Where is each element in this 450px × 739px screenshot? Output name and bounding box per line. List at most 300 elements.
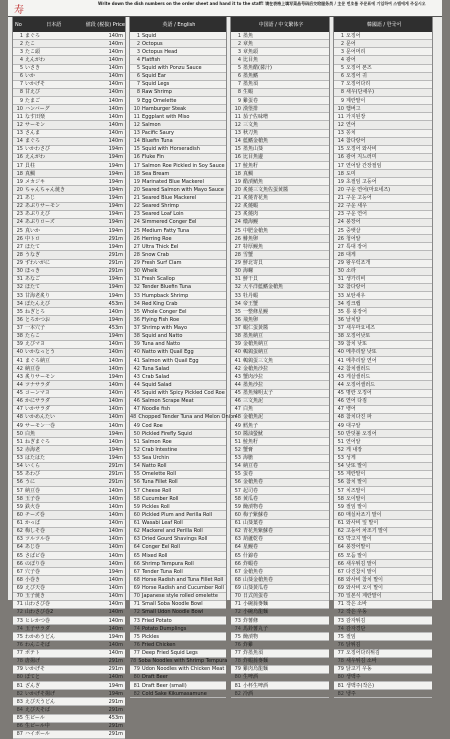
menu-row — [334, 138, 432, 146]
item-number: 34 — [16, 300, 23, 307]
item-number: 41 — [337, 357, 344, 364]
menu-row — [13, 349, 125, 357]
menu-row — [13, 414, 125, 422]
item-number: 1 — [237, 32, 241, 39]
item-name-en: Mackerel and Perilla Roll — [142, 528, 203, 535]
item-name-en: Salmon Roe — [142, 438, 172, 445]
item-name-ko: 뱅어 — [346, 406, 356, 413]
item-number: 67 — [337, 568, 344, 575]
item-number: 75 — [133, 633, 140, 640]
item-name-zh: 雞蛋卷 — [243, 97, 259, 104]
menu-row — [130, 81, 226, 89]
item-name-ja: ツルツル巻 — [25, 536, 51, 543]
item-name-en: Chopped Tender Tuna and Melon Onion — [138, 414, 237, 421]
item-name-ko: 오징어다리튀김 — [346, 650, 380, 657]
menu-row — [130, 585, 226, 593]
item-name-ko: 작은 우동 — [346, 609, 367, 616]
item-number: 79 — [133, 666, 140, 673]
item-number: 27 — [133, 243, 140, 250]
item-name-ko: 참다랑어 — [346, 284, 366, 291]
item-number: 8 — [340, 89, 344, 96]
item-name-ja: ハイボール — [25, 731, 50, 738]
menu-row — [334, 365, 432, 373]
item-price: 140m — [108, 406, 123, 413]
item-number: 67 — [234, 568, 241, 575]
menu-row — [334, 641, 432, 649]
item-name-en: Shrimp with Mayo — [142, 325, 188, 332]
menu-row — [13, 495, 125, 503]
item-name-en: Egg Omelette — [142, 97, 177, 104]
item-number: 62 — [133, 528, 140, 535]
item-name-ko: 날치알 — [346, 316, 361, 323]
item-number: 37 — [16, 325, 23, 332]
item-name-ja: いかげそ — [25, 81, 46, 88]
item-number: 5 — [19, 65, 23, 72]
item-number: 29 — [234, 260, 241, 267]
korean-name-header: 韓國語 / 한국어 — [366, 22, 402, 28]
item-name-zh: 生啤酒 — [243, 674, 259, 681]
item-name-en: Cheese Roll — [142, 487, 172, 494]
item-number: 19 — [234, 178, 241, 185]
item-number: 38 — [337, 333, 344, 340]
item-name-ko: 게 내장 — [346, 446, 363, 453]
item-number: 54 — [337, 463, 344, 470]
item-number: 25 — [234, 227, 241, 234]
menu-row — [13, 211, 125, 219]
item-number: 51 — [234, 438, 241, 445]
item-number: 79 — [337, 666, 344, 673]
item-number: 6 — [136, 73, 140, 80]
item-name-en: Flying Fish Roe — [142, 316, 180, 323]
item-number: 43 — [234, 373, 241, 380]
item-number: 63 — [337, 536, 344, 543]
menu-row — [231, 154, 329, 162]
item-name-zh: 海膽 — [243, 455, 254, 462]
item-name-ja: 山わさび巻2 — [25, 609, 54, 616]
item-number: 74 — [133, 625, 140, 632]
item-name-ko: 반딧불 오징어 — [346, 430, 377, 437]
menu-row — [13, 268, 125, 276]
item-name-zh: 鮭魚籽 — [243, 438, 259, 445]
item-name-ja: うなぎ — [25, 251, 41, 258]
item-number: 72 — [133, 609, 140, 616]
menu-row — [231, 471, 329, 479]
item-name-zh: 墨魚沙拉 — [243, 381, 264, 388]
item-number: 61 — [234, 520, 241, 527]
item-price: 140m — [108, 593, 123, 600]
menu-row — [334, 520, 432, 528]
menu-row — [130, 260, 226, 268]
menu-row — [334, 650, 432, 658]
item-name-ko: 감자경단 — [346, 625, 366, 632]
item-name-ja: 甘えび — [25, 89, 41, 96]
menu-row — [334, 381, 432, 389]
item-name-en: Simmered Conger Eel — [142, 219, 197, 226]
item-price: 194m — [108, 455, 123, 462]
menu-row — [130, 284, 226, 292]
menu-row — [231, 113, 329, 121]
item-number: 49 — [234, 422, 241, 429]
menu-row — [13, 666, 125, 674]
item-name-zh: 金槍魚納豆 — [243, 341, 269, 348]
item-name-ja: とろかつお — [25, 316, 51, 323]
menu-row — [231, 357, 329, 365]
menu-row — [130, 40, 226, 48]
item-name-zh: 比目魚 — [243, 56, 259, 63]
item-number: 10 — [16, 105, 23, 112]
item-number: 16 — [16, 154, 23, 161]
menu-row — [13, 162, 125, 170]
item-price: 140m — [108, 544, 123, 551]
item-number: 76 — [133, 641, 140, 648]
item-name-en: Pickled Firefly Squid — [142, 430, 192, 437]
menu-row — [130, 552, 226, 560]
item-number: 54 — [234, 463, 241, 470]
item-number: 66 — [133, 560, 140, 567]
menu-row — [130, 682, 226, 690]
order-instructions: Write down the dish numbers on the order sheet and hand it to the staff! 请在表格上填写菜品号码后交给服务员 / 主문 번호를 주문표에 기입하여 스텝에게 주십시오 — [98, 1, 426, 6]
item-name-zh: 青花魚紫蘇卷 — [243, 528, 274, 535]
item-name-zh: 飛魚卵 — [243, 316, 259, 323]
item-number: 64 — [133, 544, 140, 551]
item-name-zh: 燉海鰻 — [243, 219, 259, 226]
item-price: 140m — [108, 357, 123, 364]
item-number: 44 — [133, 381, 140, 388]
item-number: 35 — [133, 308, 140, 315]
menu-row — [130, 495, 226, 503]
menu-row — [130, 219, 226, 227]
item-number: 36 — [337, 316, 344, 323]
item-name-en: Natto Roll — [142, 463, 167, 470]
menu-row — [13, 227, 125, 235]
item-number: 19 — [133, 178, 140, 185]
item-name-ko: 계란말이 — [346, 97, 366, 104]
item-number: 28 — [234, 251, 241, 258]
item-price: 140m — [108, 121, 123, 128]
item-name-ko: 참치다진 파 — [346, 414, 372, 421]
item-name-ko: 구운 고등어 — [346, 195, 372, 202]
item-name-en: Seared Blue Mackerel — [142, 195, 197, 202]
item-price: 140m — [108, 56, 123, 63]
item-name-en: Squid Ear — [142, 73, 166, 80]
item-name-zh: 葫蘆乾卷 — [243, 536, 264, 543]
item-name-ko: 오징어 와사비 — [346, 146, 377, 153]
item-price: 140m — [108, 503, 123, 510]
item-name-ja: いかわさび — [25, 146, 51, 153]
item-name-ja: あぶりえび — [25, 211, 51, 218]
item-name-en: Seared Loaf Loin — [142, 211, 184, 218]
item-name-ja: 生ビール — [25, 715, 45, 722]
item-name-zh: 冷酒 — [243, 690, 254, 697]
item-name-ja: 納豆巻 — [25, 487, 41, 494]
item-number: 44 — [234, 381, 241, 388]
item-price: 140m — [108, 650, 123, 657]
menu-row — [231, 381, 329, 389]
item-name-en: Horse Radish and Cucumber Roll — [142, 585, 224, 592]
item-number: 80 — [16, 674, 23, 681]
menu-row — [130, 170, 226, 178]
item-name-ko: 성게 — [346, 455, 356, 462]
menu-row — [334, 568, 432, 576]
item-number: 6 — [19, 73, 23, 80]
item-number: 57 — [337, 487, 344, 494]
item-number: 24 — [234, 219, 241, 226]
menu-row — [231, 48, 329, 56]
menu-row — [130, 97, 226, 105]
item-number: 2 — [19, 40, 23, 47]
menu-row — [334, 105, 432, 113]
item-name-en: Whelk — [142, 268, 158, 275]
menu-row — [231, 487, 329, 495]
item-price: 291m — [108, 731, 123, 738]
menu-row — [334, 260, 432, 268]
menu-row — [13, 138, 125, 146]
item-number: 37 — [234, 325, 241, 332]
item-name-zh: 蛋卷 — [243, 471, 254, 478]
menu-row — [130, 195, 226, 203]
menu-row — [13, 487, 125, 495]
menu-row — [13, 446, 125, 454]
item-number: 58 — [16, 495, 23, 502]
item-name-ja: いか — [25, 73, 36, 80]
menu-row — [13, 682, 125, 690]
item-number: 29 — [133, 260, 140, 267]
item-price: 140m — [108, 130, 123, 137]
menu-row — [231, 552, 329, 560]
item-number: 1 — [340, 32, 344, 39]
item-name-ja: 玉子サラダ — [25, 625, 50, 632]
item-name-en: Wasabi Leaf Roll — [142, 520, 183, 527]
item-name-ko: 청어알 — [346, 235, 361, 242]
item-number: 65 — [337, 552, 344, 559]
item-name-en: Dried Gourd Shavings Roll — [142, 536, 208, 543]
item-name-ko: 꽁치 — [346, 130, 356, 137]
item-price: 194m — [108, 373, 123, 380]
item-number: 74 — [234, 625, 241, 632]
item-price: 291m — [108, 463, 123, 470]
item-name-zh: 墨魚鰭 — [243, 73, 259, 80]
menu-row — [13, 130, 125, 138]
item-number: 20 — [16, 186, 23, 193]
item-name-en: Pacific Saury — [142, 130, 174, 137]
item-name-ja: あなご — [25, 276, 41, 283]
menu-row — [231, 227, 329, 235]
item-name-zh: 墨魚 — [243, 32, 254, 39]
menu-row — [231, 170, 329, 178]
menu-row — [334, 235, 432, 243]
item-name-ko: 붕장어 — [346, 219, 361, 226]
item-number: 82 — [16, 690, 23, 697]
item-number: 71 — [133, 601, 140, 608]
menu-row — [334, 170, 432, 178]
menu-row — [231, 349, 329, 357]
item-price: 291m — [108, 251, 123, 258]
item-name-zh: 蟹膏 — [243, 446, 254, 453]
menu-row — [334, 455, 432, 463]
menu-row — [13, 593, 125, 601]
menu-row — [334, 471, 432, 479]
menu-row — [13, 601, 125, 609]
item-name-ja: 鉄火巻 — [25, 503, 41, 510]
item-price: 140m — [108, 308, 123, 315]
item-name-zh: 牡丹蝦 — [243, 292, 259, 299]
menu-row — [231, 178, 329, 186]
item-price: 140m — [108, 617, 123, 624]
menu-row — [334, 593, 432, 601]
menu-row — [231, 560, 329, 568]
menu-row — [130, 178, 226, 186]
item-number: 47 — [16, 406, 23, 413]
item-name-ja: なす田楽 — [25, 113, 46, 120]
menu-row — [334, 243, 432, 251]
menu-row — [130, 268, 226, 276]
item-name-en: Snow Crab — [142, 251, 169, 258]
item-number: 82 — [133, 690, 140, 697]
item-number: 48 — [234, 414, 241, 421]
item-number: 9 — [340, 97, 344, 104]
item-price: 140m — [108, 138, 123, 145]
item-number: 40 — [133, 349, 140, 356]
item-number: 57 — [234, 487, 241, 494]
item-number: 29 — [337, 260, 344, 267]
item-number: 45 — [133, 390, 140, 397]
item-name-ko: 메추리알 연어 — [346, 357, 377, 364]
item-name-ko: 새우튀김 소바 — [346, 658, 377, 665]
menu-row — [13, 243, 125, 251]
menu-row — [130, 308, 226, 316]
price-header: 値段 (税抜) Price — [85, 22, 125, 28]
item-number: 22 — [133, 203, 140, 210]
chinese-column — [230, 17, 330, 697]
menu-row — [13, 422, 125, 430]
item-price: 140m — [108, 349, 123, 356]
item-price: 140m — [108, 438, 123, 445]
menu-row — [231, 609, 329, 617]
item-name-en: Octopus — [142, 40, 163, 47]
menu-row — [231, 479, 329, 487]
korean-column — [333, 17, 433, 697]
item-number: 61 — [337, 520, 344, 527]
item-name-zh: 三文魚泥 — [243, 398, 264, 405]
item-number: 60 — [133, 511, 140, 518]
item-name-en: Udon Noodles with Chicken Meat — [142, 666, 225, 673]
item-name-zh: 帝王蟹 — [243, 300, 259, 307]
menu-row — [231, 365, 329, 373]
menu-row — [130, 398, 226, 406]
item-price: 140m — [108, 341, 123, 348]
item-number: 7 — [136, 81, 140, 88]
item-name-ko: 새우(단새우) — [346, 89, 375, 96]
menu-row — [231, 162, 329, 170]
item-number: 75 — [234, 633, 241, 640]
menu-row — [231, 235, 329, 243]
item-number: 76 — [234, 641, 241, 648]
item-name-en: Tuna Salad — [142, 365, 170, 372]
item-name-zh: 山葵葉卷 — [243, 520, 264, 527]
item-price: 140m — [108, 365, 123, 372]
menu-row — [13, 390, 125, 398]
item-name-en: Tuna Fillet Roll — [142, 479, 178, 486]
item-name-zh: 納豆卷 — [243, 463, 259, 470]
item-number: 64 — [337, 544, 344, 551]
item-number: 50 — [234, 430, 241, 437]
item-number: 56 — [16, 479, 23, 486]
menu-row — [13, 260, 125, 268]
menu-row — [334, 552, 432, 560]
menu-row — [231, 503, 329, 511]
item-number: 33 — [16, 292, 23, 299]
menu-row — [334, 625, 432, 633]
menu-row — [130, 349, 226, 357]
item-name-ko: 게살샐러드 — [346, 373, 371, 380]
menu-row — [231, 316, 329, 324]
menu-row — [334, 211, 432, 219]
menu-row — [334, 56, 432, 64]
item-number: 81 — [16, 682, 23, 689]
item-number: 52 — [337, 446, 344, 453]
item-number: 69 — [133, 585, 140, 592]
item-price: 291m — [108, 260, 123, 267]
item-number: 35 — [16, 308, 23, 315]
item-name-ja: ほたて — [25, 243, 41, 250]
menu-row — [13, 438, 125, 446]
item-number: 48 — [130, 414, 137, 421]
item-name-zh: 三文魚 — [243, 121, 259, 128]
menu-row — [130, 130, 226, 138]
item-number: 23 — [133, 211, 140, 218]
item-number: 25 — [337, 227, 344, 234]
item-price: 194m — [108, 633, 123, 640]
item-name-zh: 炸蝦蕎麥麵 — [243, 658, 269, 665]
item-number: 14 — [337, 138, 344, 145]
item-name-ko: 생맥주 — [346, 674, 361, 681]
item-number: 73 — [337, 617, 344, 624]
item-price: 140m — [108, 528, 123, 535]
item-price: 140m — [108, 552, 123, 559]
item-number: 51 — [16, 438, 23, 445]
item-number: 21 — [234, 195, 241, 202]
menu-row — [231, 430, 329, 438]
item-name-zh: 蟹肉沙拉 — [243, 373, 264, 380]
menu-row — [13, 723, 125, 731]
item-number: 49 — [133, 422, 140, 429]
item-price: 140m — [108, 641, 123, 648]
menu-row — [130, 357, 226, 365]
item-number: 18 — [133, 170, 140, 177]
item-name-ko: 새우마요네즈 — [346, 325, 375, 332]
menu-row — [130, 65, 226, 73]
item-name-en: Fresh Surf Clam — [142, 260, 182, 267]
item-name-ko: 오징어 폰즈 — [346, 65, 372, 72]
item-name-zh: 鮮干貝 — [243, 276, 259, 283]
menu-row — [130, 113, 226, 121]
menu-row — [231, 97, 329, 105]
item-number: 79 — [234, 666, 241, 673]
item-name-ja: まぐろ — [25, 32, 41, 39]
menu-row — [334, 609, 432, 617]
item-number: 67 — [133, 568, 140, 575]
item-name-zh: 墨魚納豆 — [243, 333, 264, 340]
item-number: 1 — [136, 32, 140, 39]
item-name-ko: 모듬 말이 — [346, 552, 367, 559]
item-name-ko: 오징어 — [346, 32, 361, 39]
item-name-zh: 墨魚辣明太子 — [243, 390, 274, 397]
menu-row — [13, 674, 125, 682]
item-number: 6 — [340, 73, 344, 80]
item-name-en: Small Soba Noodle Bowl — [142, 601, 203, 608]
item-name-zh: 梅子紫蘇卷 — [243, 511, 269, 518]
item-number: 47 — [234, 406, 241, 413]
